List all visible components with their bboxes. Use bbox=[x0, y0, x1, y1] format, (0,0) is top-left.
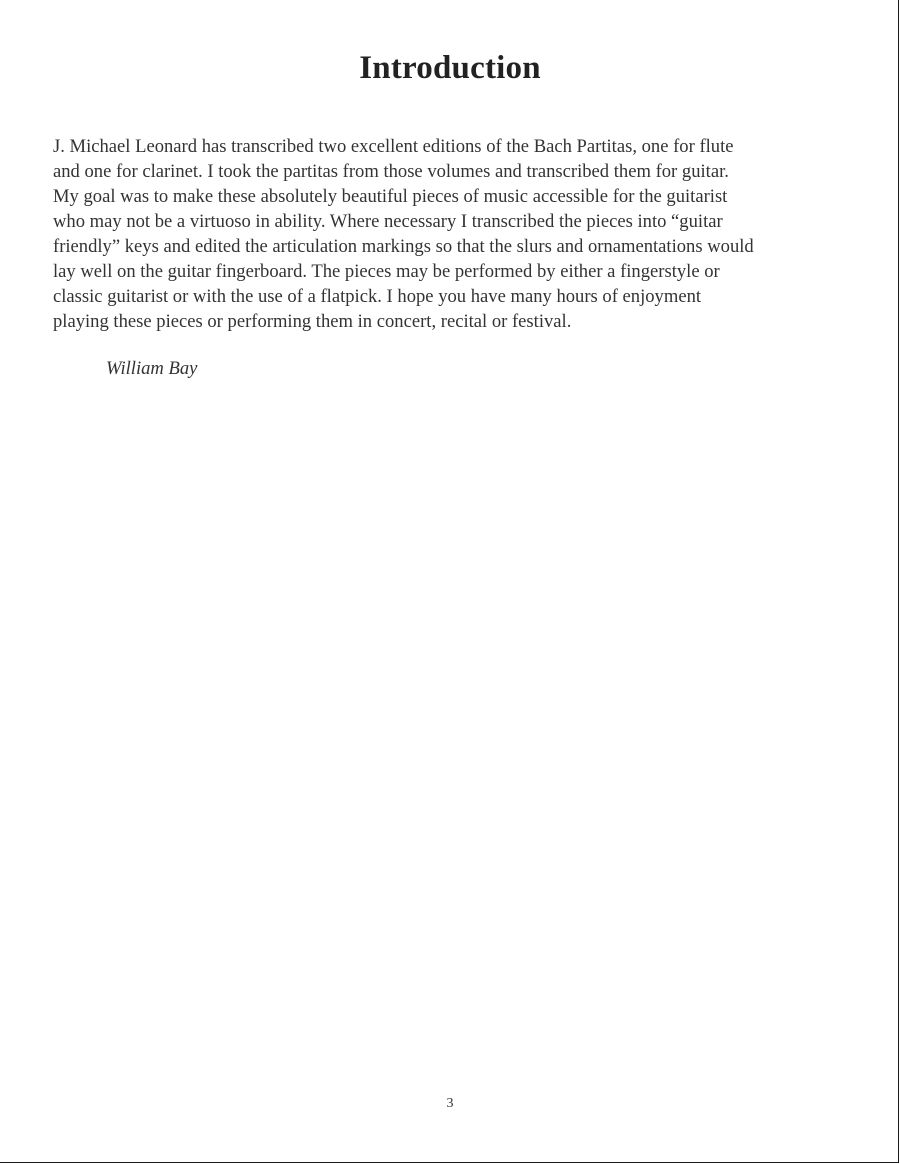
page-number: 3 bbox=[446, 1096, 454, 1111]
paragraph-line: My goal was to make these absolutely beautiful pieces of music accessible for the guitarist bbox=[53, 186, 728, 207]
paragraph-line: friendly” keys and edited the articulation markings so that the slurs and ornamentations would bbox=[53, 236, 754, 257]
author-signature: William Bay bbox=[106, 358, 198, 379]
paragraph-line: lay well on the guitar fingerboard. The pieces may be performed by either a fingerstyle or bbox=[53, 261, 720, 282]
paragraph-line: and one for clarinet. I took the partitas from those volumes and transcribed them for guitar. bbox=[53, 161, 729, 182]
page-title: Introduction bbox=[359, 50, 541, 86]
paragraph-line: who may not be a virtuoso in ability. Where necessary I transcribed the pieces into “guitar bbox=[53, 211, 723, 232]
paragraph-line: J. Michael Leonard has transcribed two excellent editions of the Bach Partitas, one for flute bbox=[53, 136, 734, 157]
paragraph-line: playing these pieces or performing them in concert, recital or festival. bbox=[53, 311, 572, 332]
introduction-paragraph bbox=[53, 134, 843, 334]
paragraph-line: classic guitarist or with the use of a flatpick. I hope you have many hours of enjoyment bbox=[53, 286, 702, 307]
